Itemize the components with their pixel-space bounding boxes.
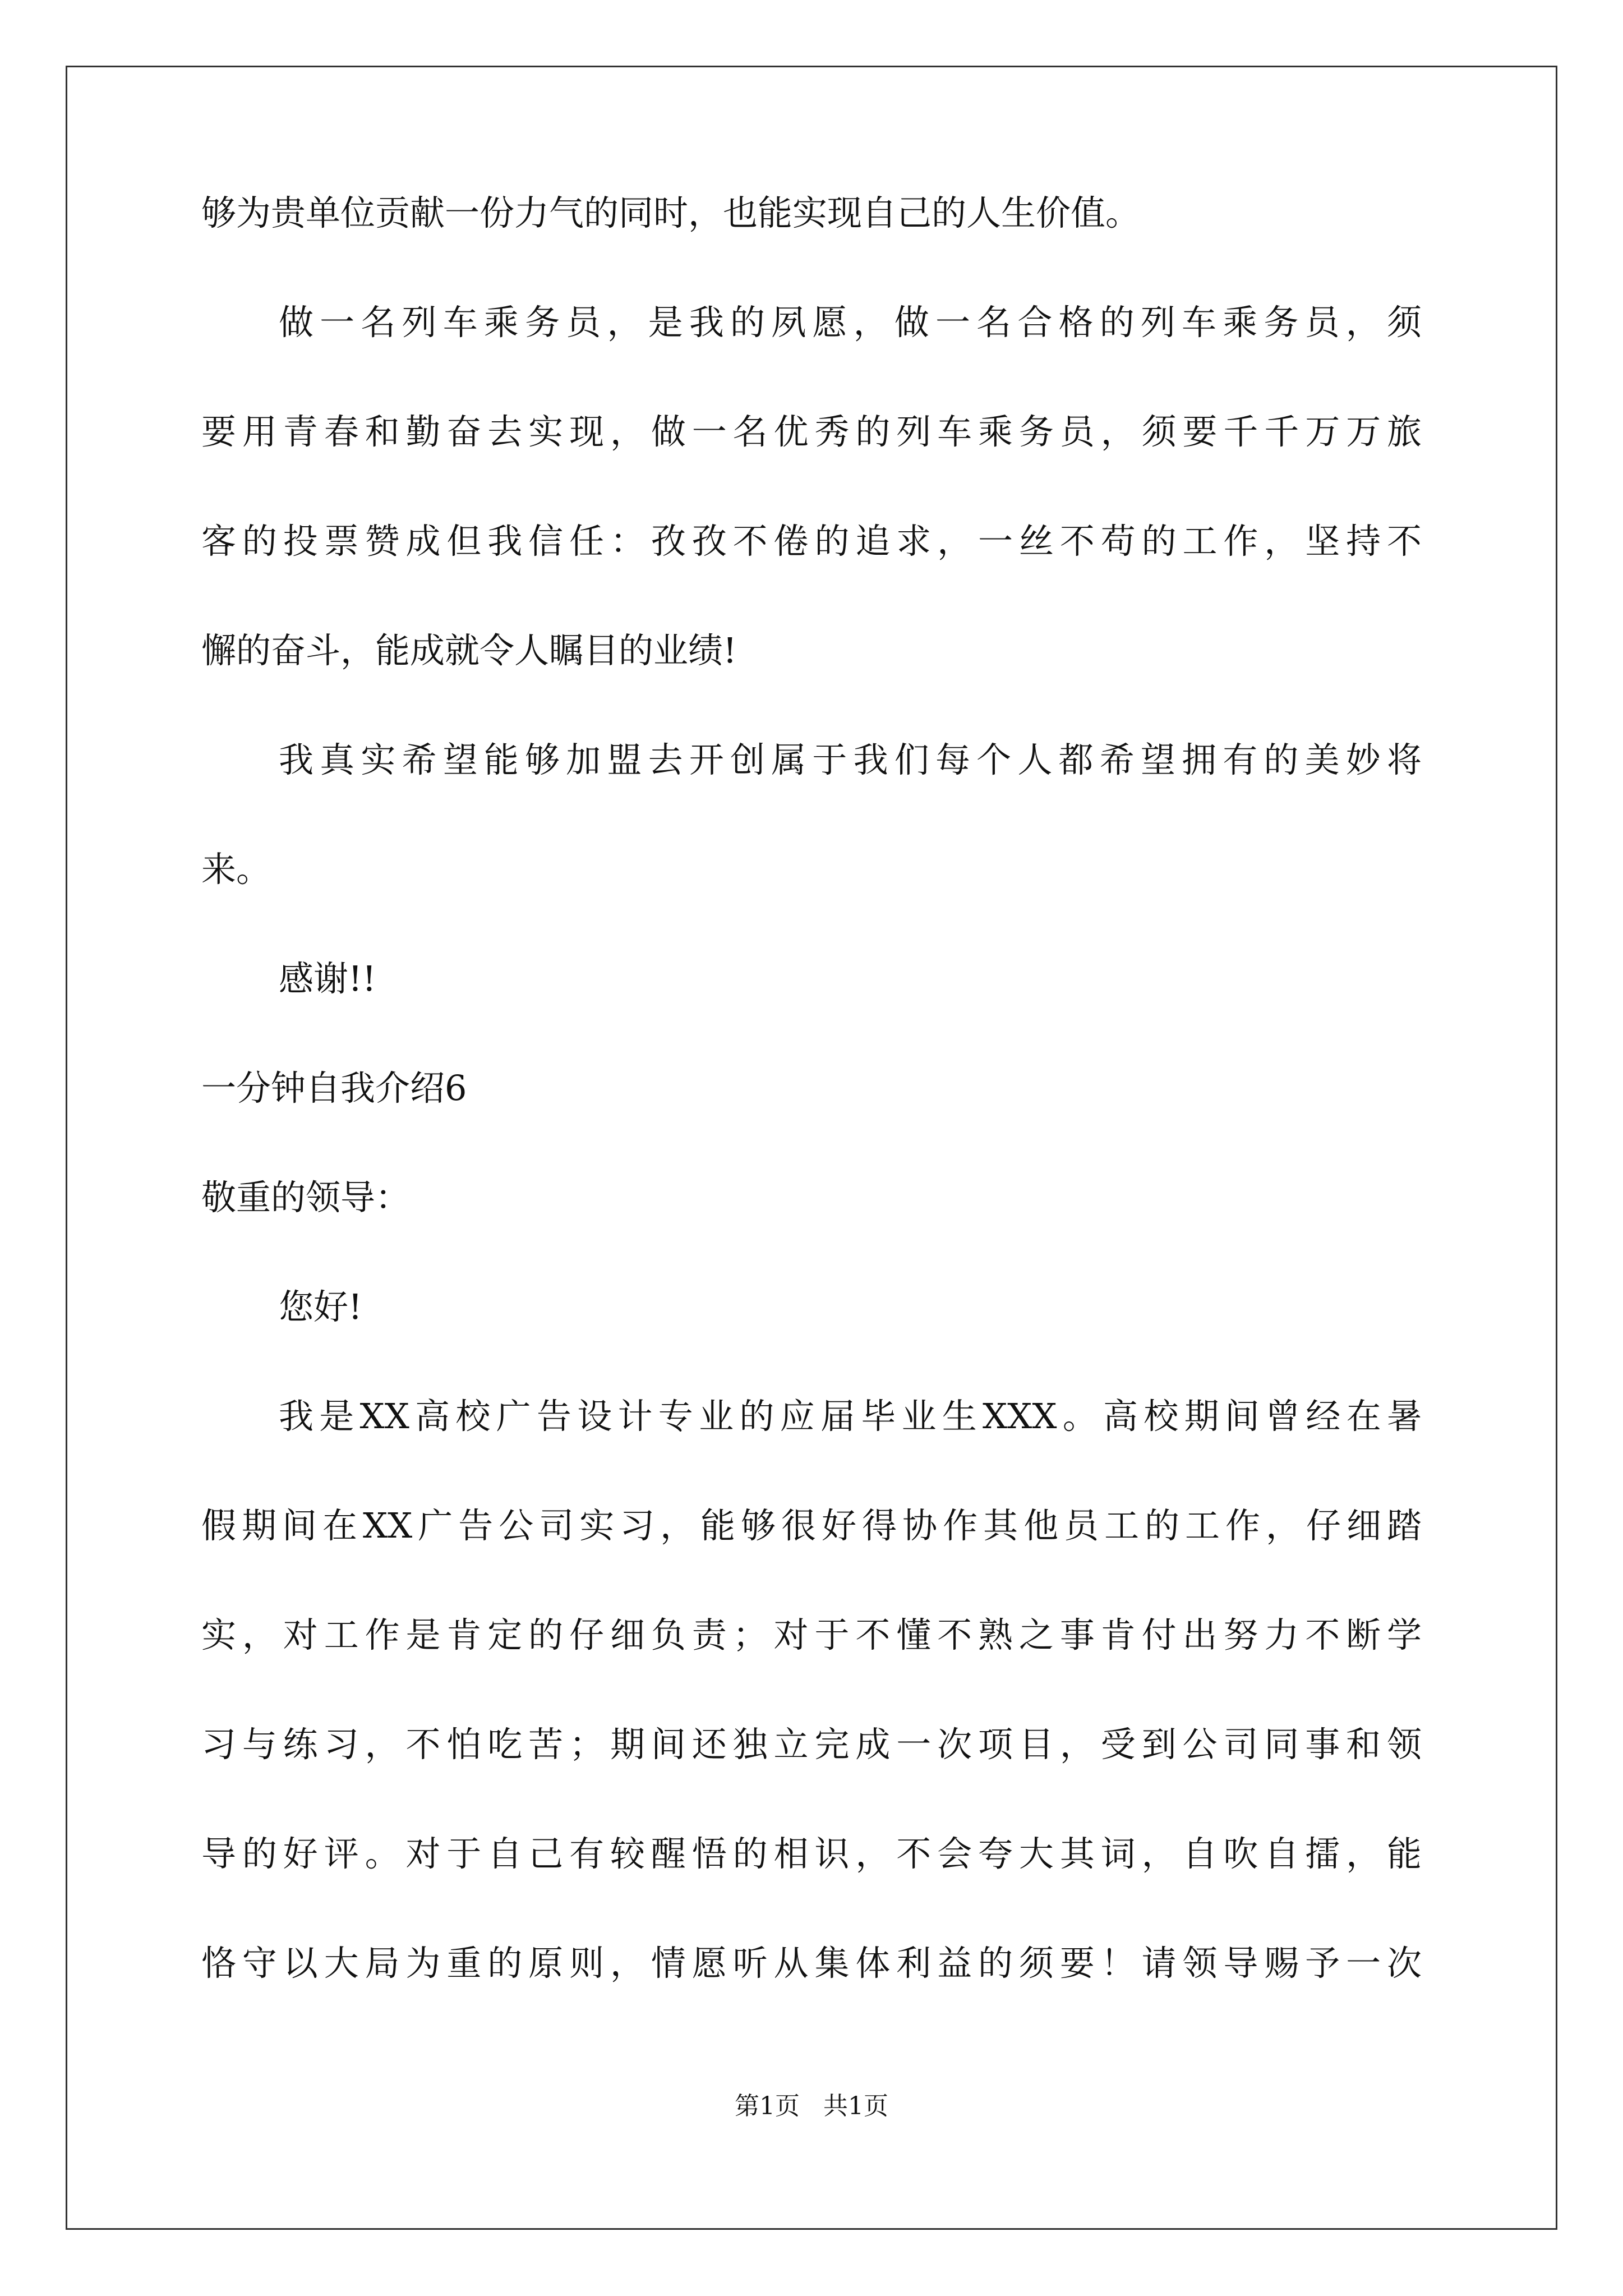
text-line: 够为贵单位贡献一份力气的同时，也能实现自己的人生价值。 [201, 192, 1141, 233]
text-line: 来。 [201, 849, 271, 890]
section-title: 一分钟自我介绍6 [201, 1068, 467, 1108]
text-line: 感谢!! [279, 958, 376, 999]
text-line: 假期间在XX广告公司实习，能够很好得协作其他员工的工作，仔细踏 [201, 1505, 1422, 1546]
text-line: 客的投票赞成但我信任：孜孜不倦的追求，一丝不苟的工作，坚持不 [201, 521, 1422, 562]
text-line: 我是XX高校广告设计专业的应届毕业生XXX。高校期间曾经在暑 [279, 1396, 1422, 1437]
page-footer: 第1页 共1页 [735, 2092, 888, 2120]
text-line: 我真实希望能够加盟去开创属于我们每个人都希望拥有的美妙将 [279, 739, 1422, 780]
salutation: 敬重的领导： [201, 1177, 411, 1218]
text-line: 做一名列车乘务员，是我的夙愿，做一名合格的列车乘务员，须 [279, 302, 1422, 343]
text-line: 导的好评。对于自己有较醒悟的相识，不会夸大其词，自吹自擂，能 [201, 1833, 1422, 1874]
greeting: 您好! [279, 1286, 362, 1327]
text-line: 恪守以大局为重的原则，情愿听从集体利益的须要！请领导赐予一次 [201, 1943, 1422, 1984]
text-line: 懈的奋斗，能成就令人瞩目的业绩! [201, 630, 737, 671]
page-border [66, 66, 1557, 2230]
text-line: 实，对工作是肯定的仔细负责；对于不懂不熟之事肯付出努力不断学 [201, 1614, 1422, 1655]
text-line: 要用青春和勤奋去实现，做一名优秀的列车乘务员，须要千千万万旅 [201, 411, 1422, 452]
text-line: 习与练习，不怕吃苦；期间还独立完成一次项目，受到公司同事和领 [201, 1724, 1422, 1765]
